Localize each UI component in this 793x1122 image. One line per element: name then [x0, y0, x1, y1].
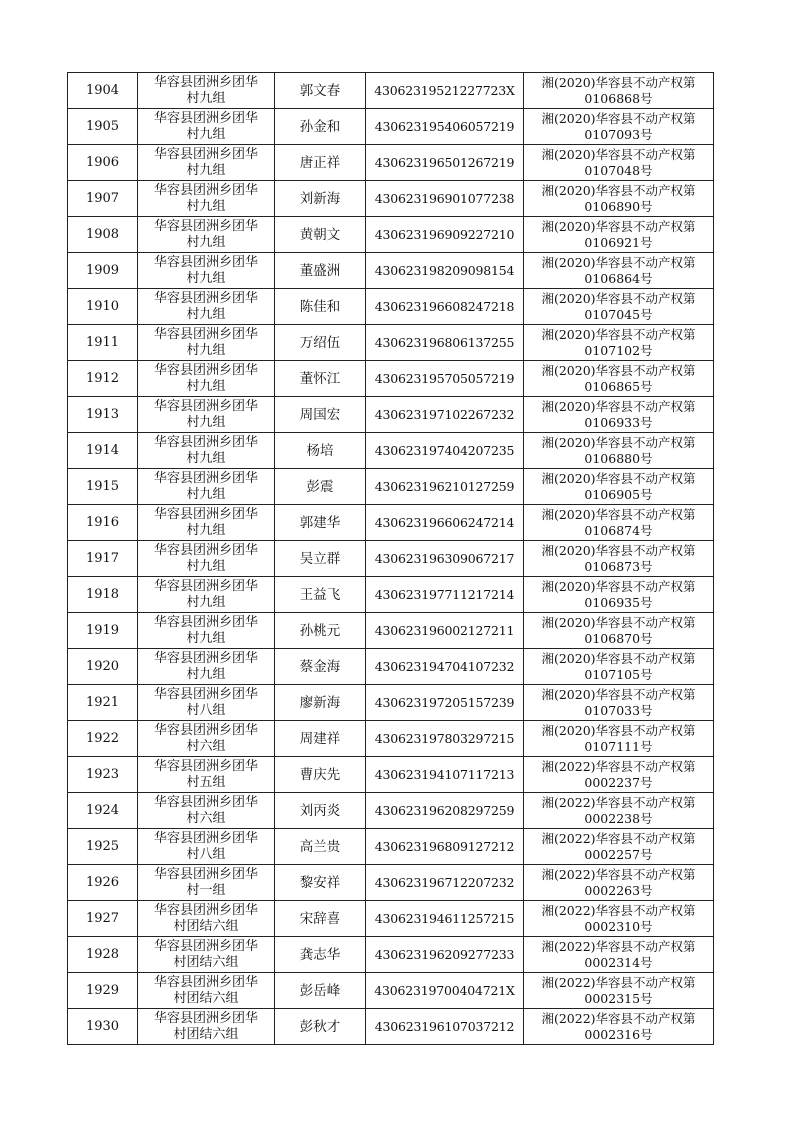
- owner-name: 彭震: [275, 469, 366, 505]
- certificate-line-1: 湘(2020)华容县不动产权第: [541, 434, 696, 450]
- address-line-1: 华容县团洲乡团华: [153, 614, 258, 630]
- id-number: 430623196806137255: [366, 325, 524, 361]
- id-number: 430623196501267219: [366, 145, 524, 181]
- table-row: [68, 325, 714, 361]
- owner-name: 王益飞: [275, 577, 366, 613]
- certificate-cell: [524, 865, 714, 901]
- id-number: 430623198209098154: [366, 253, 524, 289]
- certificate-line-2: 0106933号: [584, 414, 653, 430]
- row-number: 1909: [68, 253, 138, 289]
- row-number: 1927: [68, 901, 138, 937]
- certificate-line-2: 0106870号: [584, 630, 653, 646]
- address-cell: [138, 325, 275, 361]
- certificate-line-1: 湘(2020)华容县不动产权第: [541, 146, 696, 162]
- address-line-1: 华容县团洲乡团华: [153, 218, 258, 234]
- table-row: [68, 397, 714, 433]
- address-line-1: 华容县团洲乡团华: [153, 398, 258, 414]
- address-cell: [138, 361, 275, 397]
- row-number: 1921: [68, 685, 138, 721]
- certificate-cell: [524, 613, 714, 649]
- id-number: 430623196209277233: [366, 937, 524, 973]
- address-cell: [138, 145, 275, 181]
- address-cell: [138, 541, 275, 577]
- id-number: 430623196002127211: [366, 613, 524, 649]
- address-line-2: 村九组: [186, 594, 226, 610]
- id-number: 430623196909227210: [366, 217, 524, 253]
- table-row: [68, 433, 714, 469]
- certificate-line-2: 0107105号: [584, 666, 653, 682]
- id-number: 430623196712207232: [366, 865, 524, 901]
- table-row: [68, 145, 714, 181]
- owner-name: 周建祥: [275, 721, 366, 757]
- id-number: 430623194611257215: [366, 901, 524, 937]
- address-line-2: 村九组: [186, 522, 226, 538]
- certificate-line-1: 湘(2020)华容县不动产权第: [541, 182, 696, 198]
- certificate-line-2: 0106868号: [584, 90, 653, 106]
- certificate-line-2: 0002237号: [584, 774, 653, 790]
- owner-name: 陈佳和: [275, 289, 366, 325]
- address-line-1: 华容县团洲乡团华: [153, 110, 258, 126]
- certificate-line-1: 湘(2020)华容县不动产权第: [541, 362, 696, 378]
- table-row: [68, 793, 714, 829]
- certificate-line-2: 0106921号: [584, 234, 653, 250]
- address-line-1: 华容县团洲乡团华: [153, 866, 258, 882]
- row-number: 1928: [68, 937, 138, 973]
- id-number: 43062319700404721X: [366, 973, 524, 1009]
- address-line-2: 村团结六组: [173, 990, 239, 1006]
- certificate-cell: [524, 289, 714, 325]
- certificate-cell: [524, 793, 714, 829]
- certificate-line-2: 0002314号: [584, 954, 653, 970]
- certificate-line-2: 0107048号: [584, 162, 653, 178]
- address-line-1: 华容县团洲乡团华: [153, 254, 258, 270]
- id-number: 430623197205157239: [366, 685, 524, 721]
- table-row: [68, 469, 714, 505]
- address-line-2: 村五组: [186, 774, 226, 790]
- table-row: [68, 577, 714, 613]
- certificate-line-1: 湘(2022)华容县不动产权第: [541, 866, 696, 882]
- address-cell: [138, 685, 275, 721]
- certificate-cell: [524, 397, 714, 433]
- address-line-2: 村团结六组: [173, 1026, 239, 1042]
- certificate-line-1: 湘(2022)华容县不动产权第: [541, 830, 696, 846]
- address-line-2: 村八组: [186, 846, 226, 862]
- certificate-line-1: 湘(2022)华容县不动产权第: [541, 758, 696, 774]
- certificate-line-1: 湘(2022)华容县不动产权第: [541, 974, 696, 990]
- certificate-cell: [524, 145, 714, 181]
- row-number: 1911: [68, 325, 138, 361]
- certificate-cell: [524, 577, 714, 613]
- certificate-cell: [524, 361, 714, 397]
- owner-name: 杨培: [275, 433, 366, 469]
- certificate-cell: [524, 325, 714, 361]
- certificate-line-1: 湘(2020)华容县不动产权第: [541, 578, 696, 594]
- certificate-cell: [524, 901, 714, 937]
- certificate-line-2: 0002310号: [584, 918, 653, 934]
- address-cell: [138, 397, 275, 433]
- address-line-2: 村九组: [186, 666, 226, 682]
- certificate-line-1: 湘(2020)华容县不动产权第: [541, 290, 696, 306]
- owner-name: 廖新海: [275, 685, 366, 721]
- table-row: [68, 1009, 714, 1045]
- certificate-cell: [524, 181, 714, 217]
- address-line-1: 华容县团洲乡团华: [153, 542, 258, 558]
- registry-table-body: [68, 73, 714, 1045]
- owner-name: 周国宏: [275, 397, 366, 433]
- address-line-2: 村九组: [186, 90, 226, 106]
- row-number: 1917: [68, 541, 138, 577]
- row-number: 1929: [68, 973, 138, 1009]
- address-cell: [138, 433, 275, 469]
- certificate-line-1: 湘(2020)华容县不动产权第: [541, 470, 696, 486]
- certificate-line-2: 0107045号: [584, 306, 653, 322]
- table-row: [68, 73, 714, 109]
- table-row: [68, 541, 714, 577]
- certificate-cell: [524, 973, 714, 1009]
- certificate-cell: [524, 109, 714, 145]
- address-line-1: 华容县团洲乡团华: [153, 650, 258, 666]
- certificate-cell: [524, 253, 714, 289]
- certificate-line-1: 湘(2020)华容县不动产权第: [541, 650, 696, 666]
- id-number: 430623195406057219: [366, 109, 524, 145]
- row-number: 1913: [68, 397, 138, 433]
- address-line-2: 村九组: [186, 630, 226, 646]
- certificate-line-1: 湘(2020)华容县不动产权第: [541, 686, 696, 702]
- certificate-line-1: 湘(2022)华容县不动产权第: [541, 1010, 696, 1026]
- table-row: [68, 973, 714, 1009]
- address-cell: [138, 901, 275, 937]
- row-number: 1908: [68, 217, 138, 253]
- table-row: [68, 613, 714, 649]
- address-line-2: 村一组: [186, 882, 226, 898]
- table-row: [68, 721, 714, 757]
- registry-table: [67, 72, 714, 1045]
- certificate-line-1: 湘(2020)华容县不动产权第: [541, 506, 696, 522]
- row-number: 1924: [68, 793, 138, 829]
- row-number: 1925: [68, 829, 138, 865]
- address-line-2: 村九组: [186, 486, 226, 502]
- certificate-line-2: 0107093号: [584, 126, 653, 142]
- row-number: 1922: [68, 721, 138, 757]
- certificate-line-1: 湘(2020)华容县不动产权第: [541, 218, 696, 234]
- address-line-2: 村团结六组: [173, 918, 239, 934]
- certificate-line-2: 0106874号: [584, 522, 653, 538]
- certificate-line-1: 湘(2020)华容县不动产权第: [541, 326, 696, 342]
- certificate-line-1: 湘(2020)华容县不动产权第: [541, 398, 696, 414]
- owner-name: 万绍伍: [275, 325, 366, 361]
- table-row: [68, 901, 714, 937]
- row-number: 1907: [68, 181, 138, 217]
- address-line-1: 华容县团洲乡团华: [153, 722, 258, 738]
- address-cell: [138, 577, 275, 613]
- owner-name: 曹庆先: [275, 757, 366, 793]
- address-line-1: 华容县团洲乡团华: [153, 758, 258, 774]
- owner-name: 董盛洲: [275, 253, 366, 289]
- owner-name: 宋辞喜: [275, 901, 366, 937]
- address-cell: [138, 613, 275, 649]
- address-line-2: 村八组: [186, 702, 226, 718]
- owner-name: 彭岳峰: [275, 973, 366, 1009]
- id-number: 430623197803297215: [366, 721, 524, 757]
- address-line-2: 村九组: [186, 342, 226, 358]
- address-line-1: 华容县团洲乡团华: [153, 506, 258, 522]
- row-number: 1918: [68, 577, 138, 613]
- address-line-1: 华容县团洲乡团华: [153, 938, 258, 954]
- row-number: 1912: [68, 361, 138, 397]
- address-line-1: 华容县团洲乡团华: [153, 578, 258, 594]
- certificate-line-2: 0106865号: [584, 378, 653, 394]
- certificate-line-2: 0002316号: [584, 1026, 653, 1042]
- certificate-line-2: 0107111号: [584, 738, 653, 754]
- owner-name: 孙金和: [275, 109, 366, 145]
- table-row: [68, 829, 714, 865]
- id-number: 430623196208297259: [366, 793, 524, 829]
- certificate-cell: [524, 649, 714, 685]
- row-number: 1923: [68, 757, 138, 793]
- id-number: 430623194107117213: [366, 757, 524, 793]
- address-line-1: 华容县团洲乡团华: [153, 902, 258, 918]
- certificate-line-1: 湘(2020)华容县不动产权第: [541, 110, 696, 126]
- certificate-line-2: 0107033号: [584, 702, 653, 718]
- id-number: 430623196901077238: [366, 181, 524, 217]
- certificate-cell: [524, 757, 714, 793]
- id-number: 430623196608247218: [366, 289, 524, 325]
- address-cell: [138, 865, 275, 901]
- address-line-2: 村九组: [186, 306, 226, 322]
- address-line-1: 华容县团洲乡团华: [153, 290, 258, 306]
- id-number: 430623197711217214: [366, 577, 524, 613]
- table-row: [68, 253, 714, 289]
- certificate-line-2: 0002263号: [584, 882, 653, 898]
- id-number: 430623196309067217: [366, 541, 524, 577]
- id-number: 430623196210127259: [366, 469, 524, 505]
- table-row: [68, 109, 714, 145]
- table-row: [68, 937, 714, 973]
- table-row: [68, 217, 714, 253]
- table-row: [68, 685, 714, 721]
- table-row: [68, 649, 714, 685]
- address-cell: [138, 505, 275, 541]
- address-line-1: 华容县团洲乡团华: [153, 686, 258, 702]
- certificate-line-2: 0106890号: [584, 198, 653, 214]
- address-line-1: 华容县团洲乡团华: [153, 362, 258, 378]
- address-cell: [138, 109, 275, 145]
- row-number: 1915: [68, 469, 138, 505]
- certificate-line-1: 湘(2020)华容县不动产权第: [541, 74, 696, 90]
- certificate-cell: [524, 217, 714, 253]
- owner-name: 刘丙炎: [275, 793, 366, 829]
- address-line-2: 村九组: [186, 558, 226, 574]
- address-line-2: 村九组: [186, 270, 226, 286]
- address-line-2: 村九组: [186, 198, 226, 214]
- row-number: 1930: [68, 1009, 138, 1045]
- address-cell: [138, 217, 275, 253]
- table-row: [68, 289, 714, 325]
- certificate-line-2: 0106880号: [584, 450, 653, 466]
- row-number: 1916: [68, 505, 138, 541]
- id-number: 430623196809127212: [366, 829, 524, 865]
- certificate-cell: [524, 73, 714, 109]
- owner-name: 高兰贵: [275, 829, 366, 865]
- address-cell: [138, 73, 275, 109]
- address-line-2: 村团结六组: [173, 954, 239, 970]
- certificate-cell: [524, 721, 714, 757]
- row-number: 1910: [68, 289, 138, 325]
- address-cell: [138, 757, 275, 793]
- id-number: 43062319521227723X: [366, 73, 524, 109]
- address-cell: [138, 649, 275, 685]
- address-cell: [138, 289, 275, 325]
- address-line-1: 华容县团洲乡团华: [153, 1010, 258, 1026]
- certificate-cell: [524, 685, 714, 721]
- address-line-1: 华容县团洲乡团华: [153, 182, 258, 198]
- row-number: 1906: [68, 145, 138, 181]
- address-line-2: 村九组: [186, 162, 226, 178]
- certificate-line-1: 湘(2022)华容县不动产权第: [541, 938, 696, 954]
- row-number: 1904: [68, 73, 138, 109]
- certificate-cell: [524, 433, 714, 469]
- owner-name: 龚志华: [275, 937, 366, 973]
- certificate-cell: [524, 1009, 714, 1045]
- certificate-line-1: 湘(2020)华容县不动产权第: [541, 722, 696, 738]
- address-line-1: 华容县团洲乡团华: [153, 794, 258, 810]
- certificate-line-1: 湘(2020)华容县不动产权第: [541, 542, 696, 558]
- certificate-line-2: 0107102号: [584, 342, 653, 358]
- address-line-2: 村六组: [186, 738, 226, 754]
- table-row: [68, 865, 714, 901]
- address-line-2: 村九组: [186, 414, 226, 430]
- table-row: [68, 181, 714, 217]
- id-number: 430623196606247214: [366, 505, 524, 541]
- certificate-line-2: 0002238号: [584, 810, 653, 826]
- certificate-cell: [524, 469, 714, 505]
- owner-name: 刘新海: [275, 181, 366, 217]
- address-cell: [138, 973, 275, 1009]
- certificate-line-1: 湘(2022)华容县不动产权第: [541, 902, 696, 918]
- address-line-1: 华容县团洲乡团华: [153, 470, 258, 486]
- id-number: 430623197404207235: [366, 433, 524, 469]
- address-line-2: 村九组: [186, 450, 226, 466]
- table-row: [68, 505, 714, 541]
- owner-name: 吴立群: [275, 541, 366, 577]
- certificate-line-2: 0002257号: [584, 846, 653, 862]
- row-number: 1914: [68, 433, 138, 469]
- address-cell: [138, 937, 275, 973]
- row-number: 1920: [68, 649, 138, 685]
- address-cell: [138, 253, 275, 289]
- address-cell: [138, 181, 275, 217]
- owner-name: 孙桃元: [275, 613, 366, 649]
- owner-name: 郭文春: [275, 73, 366, 109]
- certificate-cell: [524, 937, 714, 973]
- certificate-line-1: 湘(2020)华容县不动产权第: [541, 614, 696, 630]
- table-row: [68, 361, 714, 397]
- certificate-cell: [524, 829, 714, 865]
- address-cell: [138, 793, 275, 829]
- row-number: 1905: [68, 109, 138, 145]
- certificate-line-2: 0002315号: [584, 990, 653, 1006]
- address-line-1: 华容县团洲乡团华: [153, 74, 258, 90]
- owner-name: 黎安祥: [275, 865, 366, 901]
- address-line-1: 华容县团洲乡团华: [153, 830, 258, 846]
- owner-name: 黄朝文: [275, 217, 366, 253]
- certificate-line-1: 湘(2020)华容县不动产权第: [541, 254, 696, 270]
- address-line-1: 华容县团洲乡团华: [153, 326, 258, 342]
- owner-name: 唐正祥: [275, 145, 366, 181]
- certificate-line-2: 0106905号: [584, 486, 653, 502]
- address-cell: [138, 721, 275, 757]
- owner-name: 董怀江: [275, 361, 366, 397]
- address-line-2: 村九组: [186, 234, 226, 250]
- row-number: 1926: [68, 865, 138, 901]
- owner-name: 郭建华: [275, 505, 366, 541]
- address-line-2: 村九组: [186, 378, 226, 394]
- id-number: 430623195705057219: [366, 361, 524, 397]
- certificate-line-2: 0106935号: [584, 594, 653, 610]
- id-number: 430623196107037212: [366, 1009, 524, 1045]
- owner-name: 彭秋才: [275, 1009, 366, 1045]
- address-line-1: 华容县团洲乡团华: [153, 974, 258, 990]
- certificate-cell: [524, 541, 714, 577]
- address-line-2: 村六组: [186, 810, 226, 826]
- address-cell: [138, 829, 275, 865]
- row-number: 1919: [68, 613, 138, 649]
- address-cell: [138, 469, 275, 505]
- address-line-2: 村九组: [186, 126, 226, 142]
- id-number: 430623194704107232: [366, 649, 524, 685]
- address-line-1: 华容县团洲乡团华: [153, 434, 258, 450]
- certificate-line-2: 0106864号: [584, 270, 653, 286]
- certificate-line-1: 湘(2022)华容县不动产权第: [541, 794, 696, 810]
- owner-name: 蔡金海: [275, 649, 366, 685]
- certificate-cell: [524, 505, 714, 541]
- table-row: [68, 757, 714, 793]
- address-cell: [138, 1009, 275, 1045]
- address-line-1: 华容县团洲乡团华: [153, 146, 258, 162]
- id-number: 430623197102267232: [366, 397, 524, 433]
- certificate-line-2: 0106873号: [584, 558, 653, 574]
